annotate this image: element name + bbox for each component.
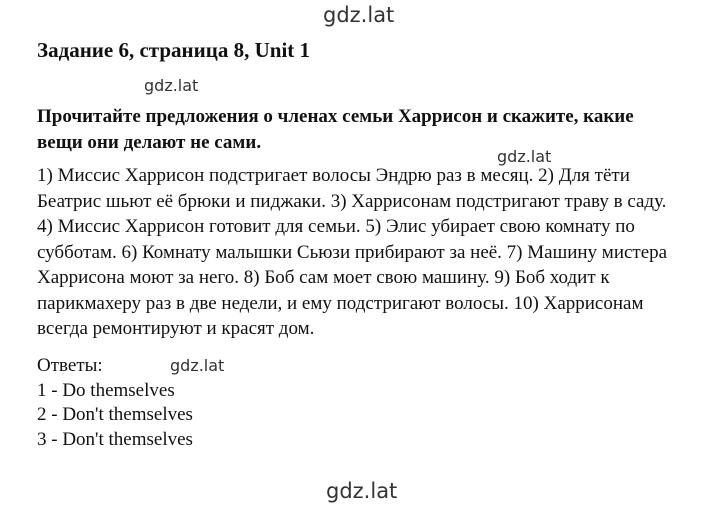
task-line: Прочитайте предложения о членах семьи Харрисон и скажите, какие: [37, 106, 634, 127]
answer-item: 1 - Do themselves: [37, 379, 175, 401]
watermark: gdz.lat: [144, 76, 199, 95]
text-line: Харрисона моют за него. 8) Боб сам моет свою машину. 9) Боб ходит к: [37, 267, 610, 288]
text-line: парикмахеру раз в две недели, и ему подстригают волосы. 10) Харрисонам: [37, 292, 644, 314]
watermark-bottom: gdz.lat: [326, 479, 398, 503]
answers-heading: Ответы:: [37, 355, 103, 376]
answer-item: 3 - Don't themselves: [37, 428, 193, 450]
task-instruction: [37, 104, 677, 156]
text-line: 1) Миссис Харрисон подстригает волосы Эндрю раз в месяц. 2) Для тёти: [37, 165, 630, 186]
watermark-top: gdz.lat: [323, 3, 395, 27]
text-line: Беатрис шьют её брюки и пиджаки. 3) Харрисонам подстригают траву в саду.: [37, 190, 667, 212]
watermark: gdz.lat: [497, 147, 552, 166]
answer-item: 2 - Don't themselves: [37, 404, 193, 425]
watermark: gdz.lat: [170, 356, 225, 375]
text-line: субботам. 6) Комнату малышки Сьюзи прибирают за неё. 7) Машину мистера: [37, 241, 668, 263]
exercise-text: [37, 163, 697, 342]
task-line: вещи они делают не сами.: [37, 132, 262, 153]
text-line: 4) Миссис Харрисон готовит для семьи. 5) Элис убирает свою комнату по: [37, 216, 635, 237]
text-line: всегда ремонтируют и красят дом.: [37, 318, 315, 339]
page-title: Задание 6, страница 8, Unit 1: [37, 38, 311, 62]
